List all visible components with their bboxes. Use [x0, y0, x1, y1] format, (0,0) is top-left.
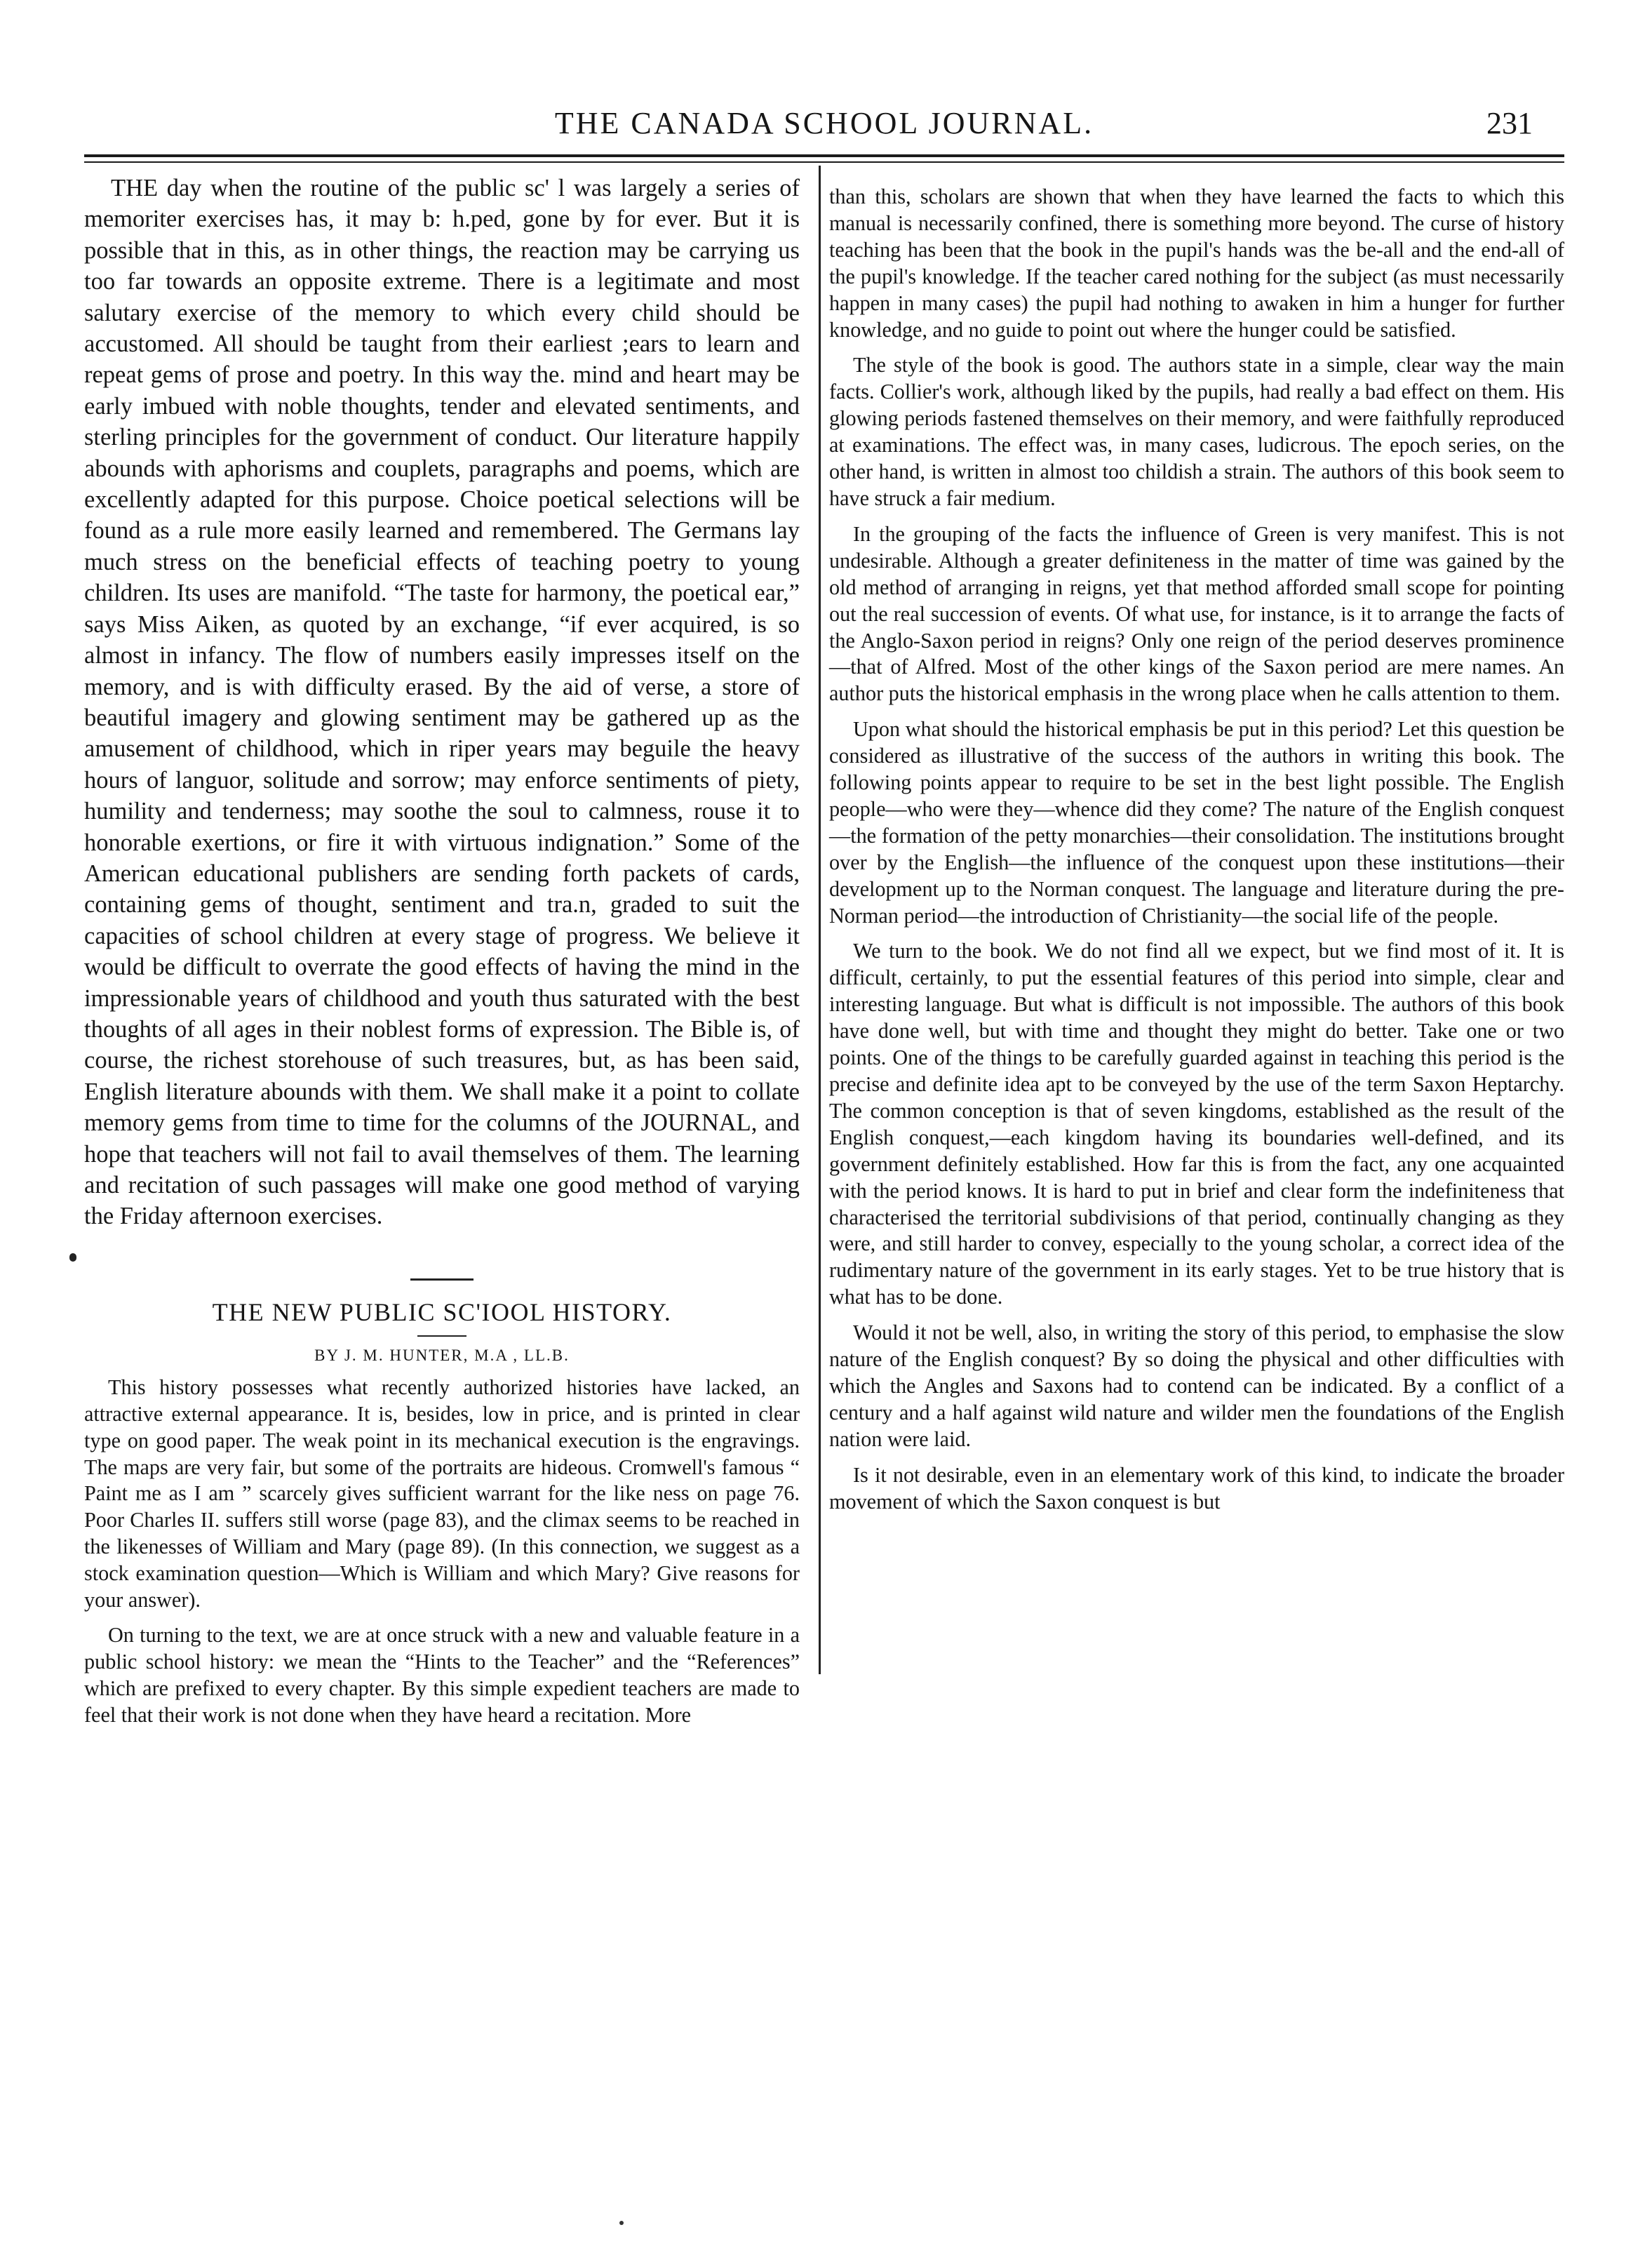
byline: BY J. M. HUNTER, M.A , LL.B.	[314, 1346, 570, 1364]
article-paragraph: This history possesses what recently authorized histories have lacked, an attractive external appearance. It is, besides, low in price, and is printed in clear type on good paper. The weak point in its mechanical execution is the engravings. The maps are very fair, but some of the portraits are hideous. Cromwell's famous “ Paint me as I am ” scarcely gives sufficient warrant for the like ness on page 76. Poor Charles II. suffers still worse (page 83), and the climax seems to be reached in the likenesses of William and Mary (page 89). (In this connection, we suggest as a stock examination question—Which is William and which Mary? Give reasons for your answer).	[84, 1375, 800, 1612]
article-paragraph: Is it not desirable, even in an elementary work of this kind, to indicate the broader movement of which the Saxon conquest is but	[829, 1462, 1564, 1514]
print-speck	[619, 2221, 624, 2225]
journal-title: THE CANADA SCHOOL JOURNAL.	[554, 106, 1094, 140]
article-paragraph: Upon what should the historical emphasis be put in this period? Let this question be considered as illustrative of the success of the authors in writing this book. The following points appear to require to be set in the best light possible. The English people—who were they—whence did they come? The nature of the English conquest—the formation of the petty monarchies—their consolidation. The institutions brought over by the English—the influence of the conquest upon these institutions—their development up to the Norman conquest. The language and literature during the pre-Norman period—the introduction of Christianity—the social life of the people.	[829, 717, 1564, 928]
page-number: 231	[1486, 106, 1533, 140]
editorial-paragraph: THE day when the routine of the public sc' l was largely a series of memoriter exercises has, it may b: h.ped, gone by for ever. But it is possible that in this, as in other things, the reaction may be carrying us too far towards an opposite extreme. There is a legitimate and most salutary exercise of the memory to which every child should be accustomed. All should be taught from their earliest ;ears to learn and repeat gems of prose and poetry. In this way the. mind and heart may be early imbued with noble thoughts, tender and elevated sentiments, and sterling principles for the government of conduct. Our literature happily abounds with aphorisms and couplets, paragraphs and poems, which are excellently adapted for this purpose. Choice poetical selections will be found as a rule more easily learned and remembered. The Germans lay much stress on the beneficial effects of teaching poetry to young children. Its uses are manifold. “The taste for harmony, the poetical ear,” says Miss Aiken, as quoted by an exchange, “if ever acquired, is so almost in infancy. The flow of numbers easily impresses itself on the memory, and is with difficulty erased. By the aid of verse, a store of beautiful imagery and glowing sentiment may be gathered up as the amusement of childhood, which in riper years may beguile the heavy hours of languor, solitude and sorrow; may enforce sentiments of piety, humility and tenderness; may soothe the soul to calmness, rouse it to honorable exertions, or fire it with virtuous indignation.” Some of the American educational publishers are sending forth packets of cards, containing gems of thought, sentiment and tra.n, graded to suit the capacities of school children at every stage of progress. We believe it would be difficult to overrate the good effects of having the mind in the impressionable years of childhood and youth thus saturated with the best thoughts of all ages in their noblest forms of expression. The Bible is, of course, the richest storehouse of such treasures, but, as has been said, English literature abounds with them. We shall make it a point to collate memory gems from time to time for the columns of the JOURNAL, and hope that teachers will not fail to avail themselves of them. The learning and recitation of such passages will make one good method of varying the Friday afternoon exercises.	[84, 175, 800, 1230]
right-column	[829, 184, 1564, 1525]
running-header	[84, 105, 1564, 147]
article-paragraph: We turn to the book. We do not find all we expect, but we find most of it. It is difficult, certainly, to put the essential features of this period into simple, clear and interesting language. But what is difficult is not impossible. The authors of this book have done well, but with time and thought they might do better. Take one or two points. One of the things to be carefully guarded against in teaching this period is the precise and definite idea apt to be conveyed by the use of the term Saxon Heptarchy. The common conception is that of seven kingdoms, established as the result of the English conquest,—each kingdom having its boundaries well-defined, and its government definitely established. How far this is from the fact, any one acquainted with the period knows. It is hard to put in brief and clear form the indefiniteness that characterised the territorial subdivisions of that period, continually changing as they were, and still harder to convey, especially to the young scholar, a correct idea of the rudimentary nature of the government in its early stages. Yet to be true history that is what has to be done.	[829, 939, 1564, 1309]
header-rule-thin	[84, 161, 1564, 163]
article-paragraph: than this, scholars are shown that when they have learned the facts to which this manual is necessarily confined, there is something more beyond. The curse of history teaching has been that the book in the pupil's hands was the be-all and the end-all of the pupil's knowledge. If the teacher cared nothing for the subject (as must necessarily happen in many cases) the pupil had nothing to awaken in him a hunger for further knowledge, and no guide to point out where the hunger could be satisfied.	[829, 185, 1564, 342]
header-rule-thick	[84, 154, 1564, 157]
left-column	[84, 173, 800, 1737]
article-paragraph: The style of the book is good. The authors state in a simple, clear way the main facts. Collier's work, although liked by the pupils, had really a bad effect on them. His glowing periods fastened themselves on their memory, and were faithfully reproduced at examinations. The effect was, in many cases, ludicrous. The epoch series, on the other hand, is written in almost too childish a strain. The authors of this book seem to have struck a fair medium.	[829, 353, 1564, 510]
section-title: THE NEW PUBLIC SC'IOOL HISTORY.	[212, 1297, 672, 1326]
margin-mark	[69, 1253, 76, 1262]
article-paragraph: Would it not be well, also, in writing the story of this period, to emphasise the slow nature of the English conquest? By so doing the physical and other difficulties with which the Angles and Saxons had to contend can be indicated. By a conflict of a century and a half against wild nature and wilder men the foundations of the English nation were laid.	[829, 1321, 1564, 1451]
article-paragraph: In the grouping of the facts the influence of Green is very manifest. This is not undesirable. Although a greater definiteness in the matter of time was gained by the old method of arranging in reigns, yet that method afforded small scope for pointing out the real succession of events. Of what use, for instance, is it to arrange the facts of the Anglo-Saxon period in reigns? Only one reign of the period deserves prominence—that of Alfred. Most of the other kings of the Saxon period are mere names. An author puts the historical emphasis in the wrong place when he calls attention to them.	[829, 521, 1564, 706]
column-divider	[819, 166, 821, 1674]
article-paragraph: On turning to the text, we are at once struck with a new and valuable feature in a public school history: we mean the “Hints to the Teacher” and the “References” which are prefixed to every chapter. By this simple expedient teachers are made to feel that their work is not done when they have heard a recitation. More	[84, 1622, 800, 1727]
